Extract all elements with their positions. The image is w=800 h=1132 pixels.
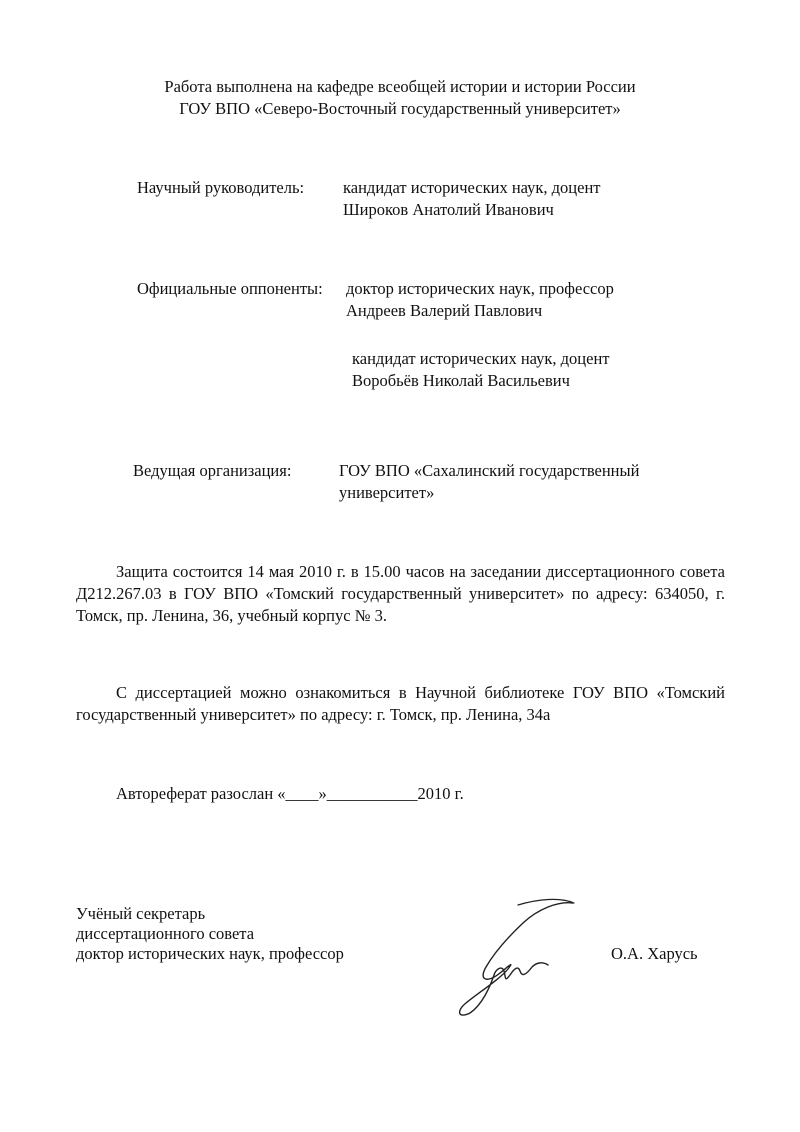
opponent-2-name: Воробьёв Николай Васильевич	[352, 371, 570, 390]
lead-org-label: Ведущая организация:	[133, 461, 292, 480]
lead-org-line-2: университет»	[339, 483, 435, 502]
secretary-degree: доктор исторических наук, профессор	[76, 944, 344, 963]
supervisor-name: Широков Анатолий Иванович	[343, 200, 554, 219]
opponent-1-degree: доктор исторических наук, профессор	[346, 279, 614, 298]
secretary-name: О.А. Харусь	[611, 944, 698, 963]
opponent-2-degree: кандидат исторических наук, доцент	[352, 349, 610, 368]
supervisor-degree: кандидат исторических наук, доцент	[343, 178, 601, 197]
lead-org-line-1: ГОУ ВПО «Сахалинский государственный	[339, 461, 640, 480]
header-line-2: ГОУ ВПО «Северо-Восточный государственный университет»	[179, 99, 621, 118]
supervisor-label: Научный руководитель:	[137, 178, 305, 197]
opponents-label: Официальные оппоненты:	[137, 279, 323, 298]
handwritten-signature	[448, 895, 588, 1025]
secretary-council: диссертационного совета	[76, 924, 255, 943]
mailed-line: Автореферат разослан «____»___________2010 г.	[116, 784, 464, 803]
library-paragraph: С диссертацией можно ознакомиться в Научной библиотеке ГОУ ВПО «Томский государственный университет» по адресу: г. Томск, пр. Ленина, 34а	[76, 683, 725, 724]
opponent-1-name: Андреев Валерий Павлович	[346, 301, 543, 320]
secretary-title: Учёный секретарь	[76, 904, 206, 923]
header-line-1: Работа выполнена на кафедре всеобщей истории и истории России	[164, 77, 636, 96]
defense-paragraph: Защита состоится 14 мая 2010 г. в 15.00 часов на заседании диссертационного совета Д212.267.03 в ГОУ ВПО «Томский государственный университет» по адресу: 634050, г. Томск, пр. Ленина, 36, учебный корпус № 3.	[76, 562, 725, 625]
